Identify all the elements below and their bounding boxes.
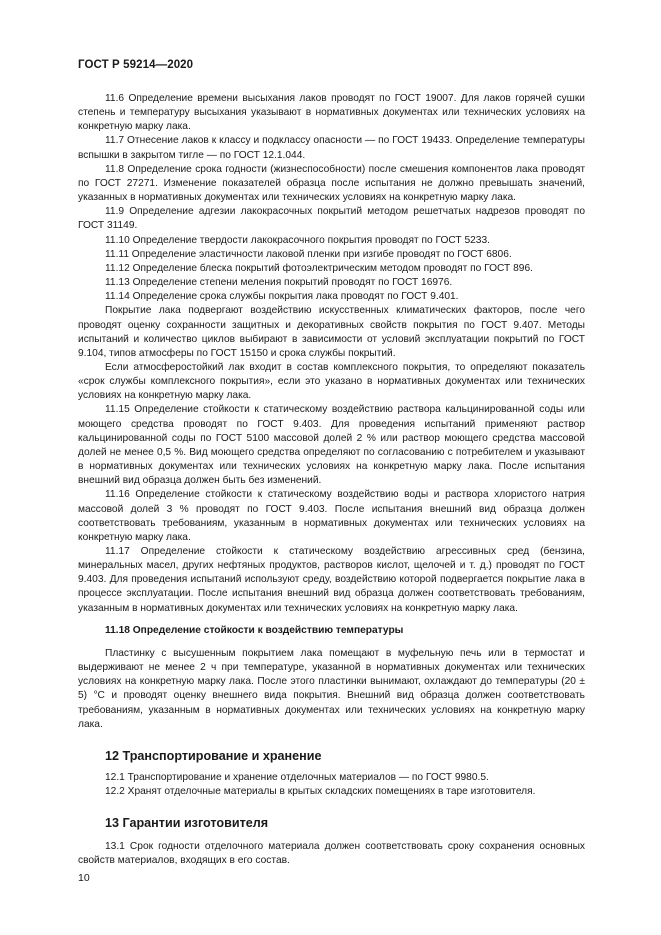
paragraph-11-14: 11.14 Определение срока службы покрытия лака проводят по ГОСТ 9.401. [105, 291, 459, 303]
paragraph-11-9: 11.9 Определение адгезии лакокрасочных покрытий методом решетчатых надрезов проводят по ГОСТ 31149. [78, 206, 585, 232]
paragraph-11-16: 11.16 Определение стойкости к статическому воздействию воды и раствора хлористого натрия массовой долей 3 % проводят по ГОСТ 9.403. После испытания внешний вид образца должен соответствовать требованиям, указанным в нормативных документах или технических условиях на конкретную марку лака. [78, 489, 585, 543]
paragraph-complex-coating: Если атмосферостойкий лак входит в состав комплексного покрытия, то определяют показатель «срок службы комплексного покрытия», если это указано в нормативных документах или технических условиях на конкретную марку лака. [78, 361, 585, 402]
section-heading-12: 12 Транспортирование и хранение [105, 748, 322, 763]
paragraph-climatic-exposure: Покрытие лака подвергают воздействию искусственных климатических факторов, после чего проводят оценку сохранности защитных и декоративных свойств покрытия по ГОСТ 9.407. Методы испытаний и количество циклов выбирают в зависимости от условий эксплуатации покрытий по ГОСТ 9.104, типов атмосферы по ГОСТ 15150 и срока службы покрытий. [78, 305, 585, 359]
paragraph-12-1: 12.1 Транспортирование и хранение отделочных материалов — по ГОСТ 9980.5. [105, 771, 489, 783]
paragraph-11-11: 11.11 Определение эластичности лаковой пленки при изгибе проводят по ГОСТ 6806. [105, 248, 512, 260]
paragraph-11-7: 11.7 Отнесение лаков к классу и подклассу опасности — по ГОСТ 19433. Определение температуры вспышки в закрытом тигле — по ГОСТ 12.1.044. [78, 135, 585, 161]
paragraph-11-18: Пластинку с высушенным покрытием лака помещают в муфельную печь или в термостат и выдерживают не менее 2 ч при температуре, указанной в нормативных документах или технических условиях на конкретную марку лака. После этого пластинки вынимают, охлаждают до температуры (20 ± 5) °С и проводят оценку внешнего вида покрытия. Внешний вид образца должен соответствовать требованиям, указанным в нормативных документах или технических условиях на конкретную марку лака. [78, 647, 585, 730]
page-content [78, 92, 585, 869]
paragraph-12-2: 12.2 Хранят отделочные материалы в крытых складских помещениях в таре изготовителя. [105, 786, 536, 798]
paragraph-11-12: 11.12 Определение блеска покрытий фотоэлектрическим методом проводят по ГОСТ 896. [105, 262, 533, 274]
document-number-header: ГОСТ Р 59214—2020 [78, 59, 194, 71]
page-number: 10 [78, 872, 90, 884]
paragraph-11-8: 11.8 Определение срока годности (жизнеспособности) после смешения компонентов лака проводят по ГОСТ 27271. Изменение показателей образца после испытания не должно превышать значений, указанных в нормативных документах или технических условиях на конкретную марку лака. [78, 163, 585, 204]
section-heading-13: 13 Гарантии изготовителя [105, 816, 269, 831]
paragraph-11-13: 11.13 Определение степени меления покрытий проводят по ГОСТ 16976. [105, 277, 453, 289]
subsection-heading-11-18: 11.18 Определение стойкости к воздействию температуры [105, 624, 404, 636]
paragraph-11-17: 11.17 Определение стойкости к статическому воздействию агрессивных сред (бензина, минеральных масел, других нефтяных продуктов, растворов кислот, щелочей и т. д.) проводят по ГОСТ 9.403. Для проведения испытаний используют среду, воздействию которой подвергается покрытие лака в процессе эксплуатации. После испытания внешний вид образца должен соответствовать требованиям, указанным в нормативных документах или технических условиях на конкретную марку лака. [78, 546, 585, 614]
paragraph-11-15: 11.15 Определение стойкости к статическому воздействию раствора кальцинированной соды или моющего средства проводят по ГОСТ 9.403. Для проведения испытаний применяют раствор кальцинированной соды по ГОСТ 5100 массовой долей 2 % или раствор моющего средства массовой долей не менее 0,5 %. Вид моющего средства определяют по согласованию с потребителем и указывают в нормативных документах или технических условиях на конкретную марку лака. После испытания внешний вид образца должен быть без изменений. [78, 404, 585, 487]
paragraph-13-1: 13.1 Срок годности отделочного материала должен соответствовать сроку сохранения основных свойств материалов, входящих в его состав. [78, 841, 585, 867]
paragraph-11-6: 11.6 Определение времени высыхания лаков проводят по ГОСТ 19007. Для лаков горячей сушки степень и температуру высыхания указывают в нормативных документах или технических условиях на конкретную марку лака. [78, 93, 585, 133]
paragraph-11-10: 11.10 Определение твердости лакокрасочного покрытия проводят по ГОСТ 5233. [105, 234, 490, 246]
